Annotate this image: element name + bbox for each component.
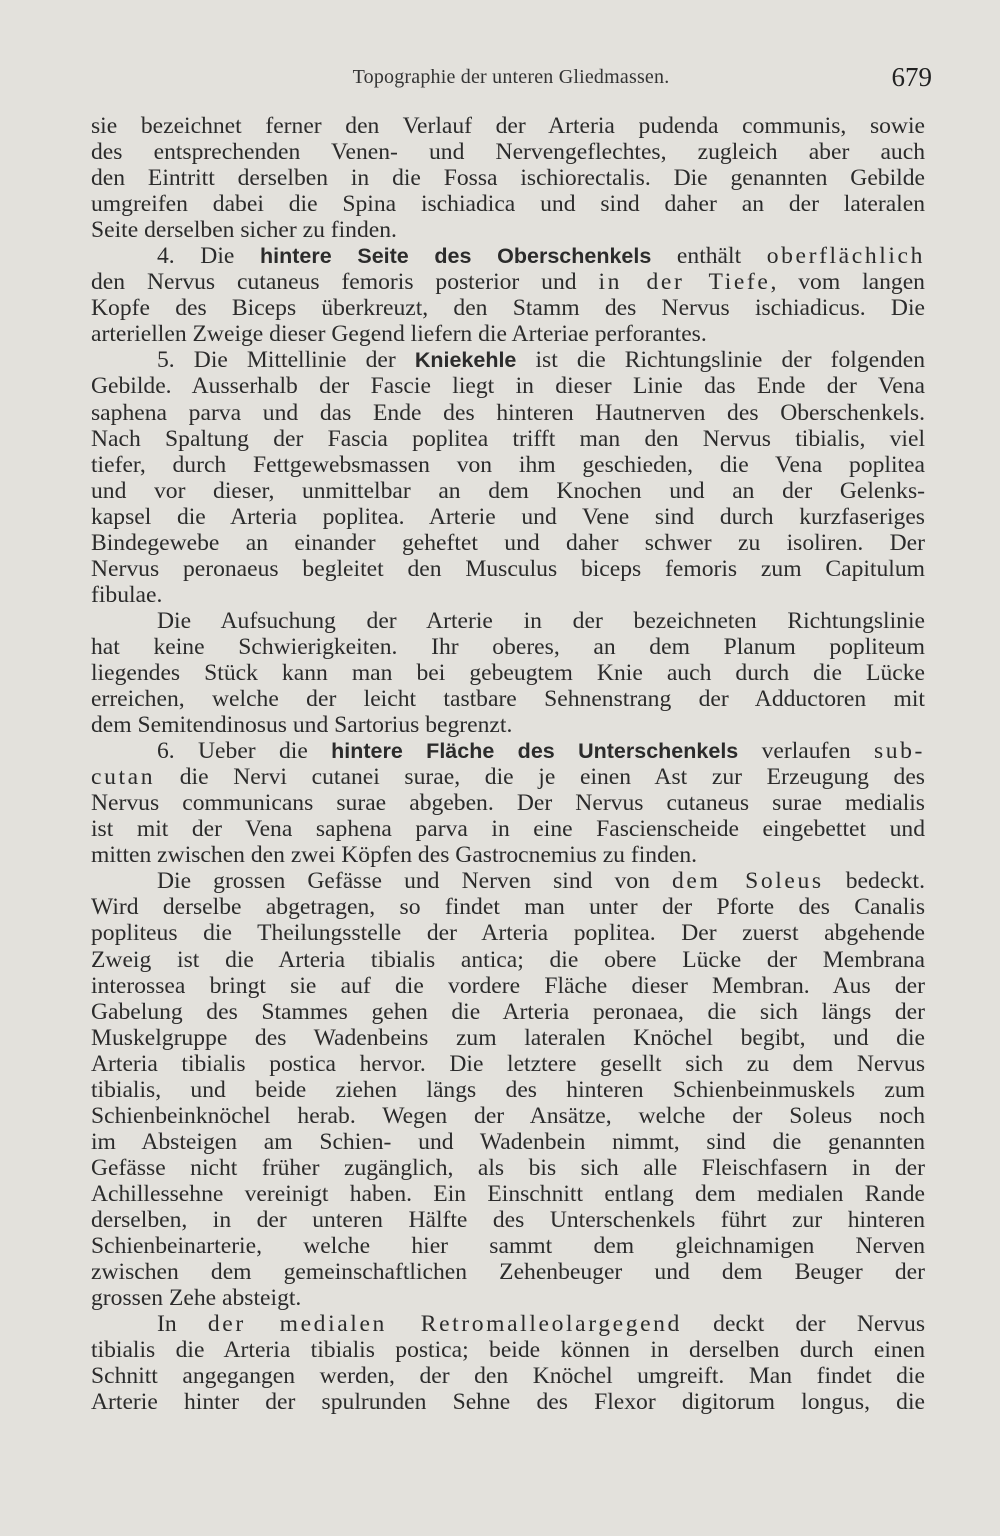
text-span: In: [157, 1311, 208, 1338]
text-line: ist mit der Vena saphena parva in eine Fascienscheide eingebettet und: [91, 816, 925, 843]
text-line: arteriellen Zweige dieser Gegend liefern die Arteriae perforantes.: [91, 321, 707, 348]
text-line: Nach Spaltung der Fascia poplitea trifft man den Nervus tibialis, viel: [91, 425, 925, 452]
text-line: Schienbeinarterie, welche hier sammt dem gleichnamigen Nerven: [91, 1233, 925, 1260]
bold-heading: hintere Seite des Oberschenkels: [259, 244, 652, 269]
text-line: tiefer, durch Fettgewebsmassen von ihm geschieden, die Vena poplitea: [91, 451, 925, 478]
paragraph-6: [91, 868, 925, 1311]
text-line: zwischen dem gemeinschaftlichen Zehenbeuger und dem Beuger der: [91, 1259, 925, 1286]
text-span: , vom langen: [770, 269, 925, 296]
text-line: Gefässe nicht früher zugänglich, als bis sich alle Fleischfasern in der: [91, 1154, 925, 1181]
text-line: Nervus communicans surae abgeben. Der Nervus cutaneus surae medialis: [91, 790, 925, 817]
text-line: Muskelgruppe des Wadenbeins zum lateralen Knöchel begibt, und die: [91, 1024, 925, 1051]
text-line: Bindegewebe an einander geheftet und daher schwer zu isoliren. Der: [91, 529, 925, 556]
text-line: interossea bringt sie auf die vordere Fläche dieser Membran. Aus der: [91, 972, 925, 999]
text-line: [91, 269, 925, 295]
text-line: [91, 764, 925, 790]
text-span: 4. Die: [157, 243, 260, 270]
text-line: [91, 243, 925, 269]
text-span: die Nervi cutanei surae, die je einen Ast zur Erzeugung des: [155, 764, 925, 791]
text-span: deckt der Nervus: [681, 1311, 925, 1338]
text-line: Gabelung des Stammes gehen die Arteria peronaea, die sich längs der: [91, 998, 925, 1025]
text-line: saphena parva und das Ende des hinteren Hautnerven des Oberschenkels.: [91, 399, 925, 426]
spaced-emphasis: sub-: [873, 738, 926, 765]
text-span: enthält: [651, 243, 767, 270]
text-line: Gebilde. Ausserhalb der Fascie liegt in dieser Linie das Ende der Vena: [91, 373, 925, 400]
paragraph-4: [91, 608, 925, 738]
text-line: popliteus die Theilungsstelle der Arteria poplitea. Der zuerst abgehende: [91, 920, 925, 947]
text-span: den Nervus cutaneus femoris posterior und: [91, 269, 599, 296]
text-line: erreichen, welche der leicht tastbare Sehnenstrang der Adductoren mit: [91, 686, 925, 713]
text-line: im Absteigen am Schien- und Wadenbein nimmt, sind die genannten: [91, 1128, 925, 1155]
text-line: mitten zwischen den zwei Köpfen des Gastrocnemius zu finden.: [91, 842, 698, 869]
text-line: [91, 1311, 925, 1337]
bold-heading: Kniekehle: [414, 348, 517, 373]
text-line: hat keine Schwierigkeiten. Ihr oberes, an dem Planum popliteum: [91, 633, 925, 660]
text-line: Wird derselbe abgetragen, so findet man unter der Pforte des Canalis: [91, 894, 925, 921]
text-span: 6. Ueber die: [157, 738, 332, 765]
text-line: Schnitt angegangen werden, der den Knöchel umgreift. Man findet die: [91, 1363, 925, 1390]
text-line: [91, 738, 925, 764]
text-line: derselben, in der unteren Hälfte des Unterschenkels führt zur hinteren: [91, 1206, 925, 1233]
spaced-emphasis: der medialen Retromalleolargegend: [207, 1311, 682, 1338]
text-line: tibialis die Arteria tibialis postica; beide können in derselben durch einen: [91, 1337, 925, 1364]
text-line: Zweig ist die Arteria tibialis antica; die obere Lücke der Membrana: [91, 946, 925, 973]
text-line: fibulae.: [91, 581, 163, 608]
spaced-emphasis: cutan: [91, 764, 156, 791]
text-line: und vor dieser, unmittelbar an dem Knochen und an der Gelenks-: [91, 477, 925, 504]
paragraph-5: [91, 738, 925, 868]
text-line: des entsprechenden Venen- und Nervengeflechtes, zugleich aber auch: [91, 139, 925, 166]
text-line: Nervus peronaeus begleitet den Musculus biceps femoris zum Capitulum: [91, 555, 925, 582]
text-span: Die grossen Gefässe und Nerven sind von: [157, 868, 672, 895]
spaced-emphasis: dem Soleus: [671, 868, 824, 895]
page-number: 679: [891, 62, 932, 92]
text-line: dem Semitendinosus und Sartorius begrenzt.: [91, 712, 513, 739]
text-line: den Eintritt derselben in die Fossa ischiorectalis. Die genannten Gebilde: [91, 165, 925, 192]
text-line: grossen Zehe absteigt.: [91, 1285, 302, 1312]
text-line: Die Aufsuchung der Arterie in der bezeichneten Richtungslinie: [157, 607, 925, 634]
text-line: sie bezeichnet ferner den Verlauf der Arteria pudenda communis, sowie: [91, 113, 925, 139]
text-line: umgreifen dabei die Spina ischiadica und sind daher an der lateralen: [91, 191, 925, 218]
text-line: Kopfe des Biceps überkreuzt, den Stamm des Nervus ischiadicus. Die: [91, 295, 925, 322]
text-line: Achillessehne vereinigt haben. Ein Einschnitt entlang dem medialen Rande: [91, 1180, 925, 1207]
page-header: [90, 62, 932, 98]
paragraph-3: [91, 347, 925, 607]
text-span: verlaufen: [738, 738, 874, 765]
text-line: kapsel die Arteria poplitea. Arterie und Vene sind durch kurzfaseriges: [91, 503, 925, 530]
body-text: [91, 113, 925, 1415]
spaced-emphasis: in der Tiefe: [598, 269, 771, 296]
paragraph-7: [91, 1311, 925, 1415]
spaced-emphasis: oberflächlich: [766, 243, 926, 270]
text-line: liegendes Stück kann man bei gebeugtem Knie auch durch die Lücke: [91, 659, 925, 686]
text-line: [91, 347, 925, 373]
text-span: ist die Richtungslinie der folgenden: [516, 347, 925, 374]
text-line: Arteria tibialis postica hervor. Die letztere gesellt sich zu dem Nervus: [91, 1050, 925, 1077]
running-title: Topographie der unteren Gliedmassen.: [352, 66, 670, 88]
text-span: bedeckt.: [823, 868, 925, 895]
text-line: Arterie hinter der spulrunden Sehne des Flexor digitorum longus, die: [91, 1389, 925, 1416]
text-line: Schienbeinknöchel herab. Wegen der Ansätze, welche der Soleus noch: [91, 1102, 925, 1129]
paragraph-1: [91, 113, 925, 243]
text-line: [91, 868, 925, 894]
paragraph-2: [91, 243, 925, 347]
text-line: Seite derselben sicher zu finden.: [91, 217, 397, 244]
text-line: tibialis, und beide ziehen längs des hinteren Schienbeinmuskels zum: [91, 1076, 925, 1103]
bold-heading: hintere Fläche des Unterschenkels: [331, 739, 739, 764]
text-span: 5. Die Mittellinie der: [157, 347, 415, 374]
